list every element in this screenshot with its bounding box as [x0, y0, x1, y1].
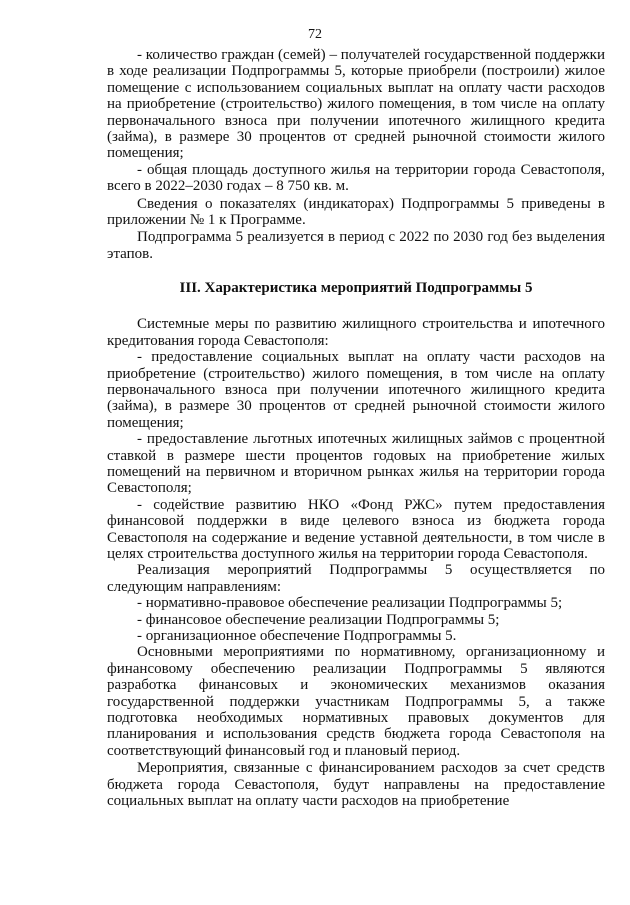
paragraph: Реализация мероприятий Подпрограммы 5 осуществляется по следующим направлениям:	[107, 562, 605, 595]
paragraph: Системные меры по развитию жилищного строительства и ипотечного кредитования города Севастополя:	[107, 316, 605, 349]
paragraph: - общая площадь доступного жилья на территории города Севастополя, всего в 2022–2030 годах – 8 750 кв. м.	[107, 161, 605, 195]
page-number: 72	[308, 27, 322, 42]
section-heading: III. Характеристика мероприятий Подпрограммы 5	[179, 280, 533, 297]
paragraph: - количество граждан (семей) – получателей государственной поддержки в ходе реализации Подпрограммы 5, которые приобрели (построили) жилое помещение с использованием социальных выплат на оплату части расходов на приобретение (строительство) жилого помещения, в том числе на оплату первоначального взноса при получении ипотечного жилищного кредита (займа), в размере 30 процентов от средней рыночной стоимости жилого помещения;	[107, 47, 605, 162]
paragraph: Сведения о показателях (индикаторах) Подпрограммы 5 приведены в приложении № 1 к Программе.	[107, 195, 605, 229]
paragraph: - предоставление льготных ипотечных жилищных займов с процентной ставкой в размере шести процентов годовых на приобретение жилых помещений на первичном и вторичном рынках жилья на территории города Севастополя;	[107, 431, 605, 497]
paragraph: - предоставление социальных выплат на оплату части расходов на приобретение (строительство) жилого помещения, в том числе на оплату первоначального взноса при получении ипотечного жилищного кредита (займа), в размере 30 процентов от средней рыночной стоимости жилого помещения;	[107, 349, 605, 431]
paragraph: Основными мероприятиями по нормативному, организационному и финансовому обеспечению реализации Подпрограммы 5 являются разработка финансовых и экономических механизмов оказания государственной поддержки участникам Подпрограммы 5, а также подготовка необходимых нормативных правовых документов для планирования и использования средств бюджета города Севастополя на соответствующий финансовый год и плановый период.	[107, 644, 605, 759]
paragraph: Подпрограмма 5 реализуется в период с 2022 по 2030 год без выделения этапов.	[107, 229, 605, 262]
document-body	[107, 47, 605, 809]
paragraph: - содействие развитию НКО «Фонд РЖС» путем предоставления финансовой поддержки в виде целевого взноса из бюджета города Севастополя на содержание и ведение уставной деятельности, в том числе в целях строительства доступного жилья на территории города Севастополя.	[107, 496, 605, 562]
list-item: - организационное обеспечение Подпрограммы 5.	[137, 628, 457, 644]
list-item: - финансовое обеспечение реализации Подпрограммы 5;	[137, 611, 500, 628]
list-item: - нормативно-правовое обеспечение реализации Подпрограммы 5;	[137, 595, 563, 612]
paragraph: Мероприятия, связанные с финансированием расходов за счет средств бюджета города Севастополя, будут направлены на предоставление социальных выплат на оплату части расходов на приобретение	[107, 760, 605, 810]
